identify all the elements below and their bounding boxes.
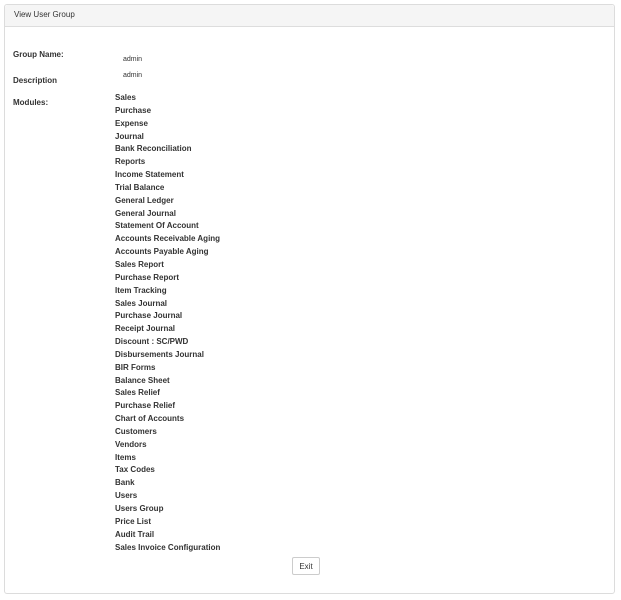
module-item: Audit Trail <box>115 529 155 539</box>
module-item: Sales Invoice Configuration <box>115 542 221 552</box>
module-item: Sales Report <box>115 259 164 269</box>
module-item: Item Tracking <box>115 285 167 295</box>
module-item: Reports <box>115 157 146 167</box>
module-item: Trial Balance <box>115 182 165 192</box>
modules-label: Modules: <box>13 98 49 107</box>
module-item: Purchase <box>115 105 152 115</box>
module-item: Statement Of Account <box>115 221 199 231</box>
module-item: Users Group <box>115 504 164 513</box>
module-item: Bank <box>115 478 135 488</box>
module-item: Disbursements Journal <box>115 349 204 359</box>
exit-button[interactable]: Exit <box>292 557 320 575</box>
module-item: Purchase Journal <box>115 311 183 321</box>
module-item: Sales Journal <box>115 298 168 308</box>
module-item: Sales <box>115 93 136 102</box>
panel-title: View User Group <box>5 5 614 27</box>
module-item: Price List <box>115 516 152 526</box>
module-item: Vendors <box>115 439 147 449</box>
module-item: Discount : SC/PWD <box>115 337 189 347</box>
module-item: Bank Reconciliation <box>115 144 192 154</box>
description-label: Description <box>13 76 58 85</box>
module-item: Balance Sheet <box>115 375 170 385</box>
module-item: Customers <box>115 426 157 436</box>
module-item: Tax Codes <box>115 465 155 475</box>
description-value: admin <box>123 72 143 79</box>
module-item: Expense <box>115 118 148 128</box>
module-item: General Journal <box>115 208 176 218</box>
module-item: Items <box>115 452 136 462</box>
module-item: General Ledger <box>115 195 174 205</box>
modules-list <box>115 92 220 554</box>
module-item: Chart of Accounts <box>115 414 185 424</box>
view-user-group-panel <box>4 4 615 594</box>
module-item: Accounts Receivable Aging <box>115 234 221 244</box>
module-item: Income Statement <box>115 170 184 180</box>
module-item: BIR Forms <box>115 362 156 372</box>
module-item: Purchase Report <box>115 272 180 282</box>
module-item: Accounts Payable Aging <box>115 247 209 257</box>
module-item: Receipt Journal <box>115 324 176 334</box>
module-item: Journal <box>115 131 144 141</box>
module-item: Purchase Relief <box>115 401 176 411</box>
module-item: Users <box>115 491 138 501</box>
group-name-label: Group Name: <box>13 50 64 59</box>
group-name-value: admin <box>123 56 143 63</box>
module-item: Sales Relief <box>115 388 160 398</box>
